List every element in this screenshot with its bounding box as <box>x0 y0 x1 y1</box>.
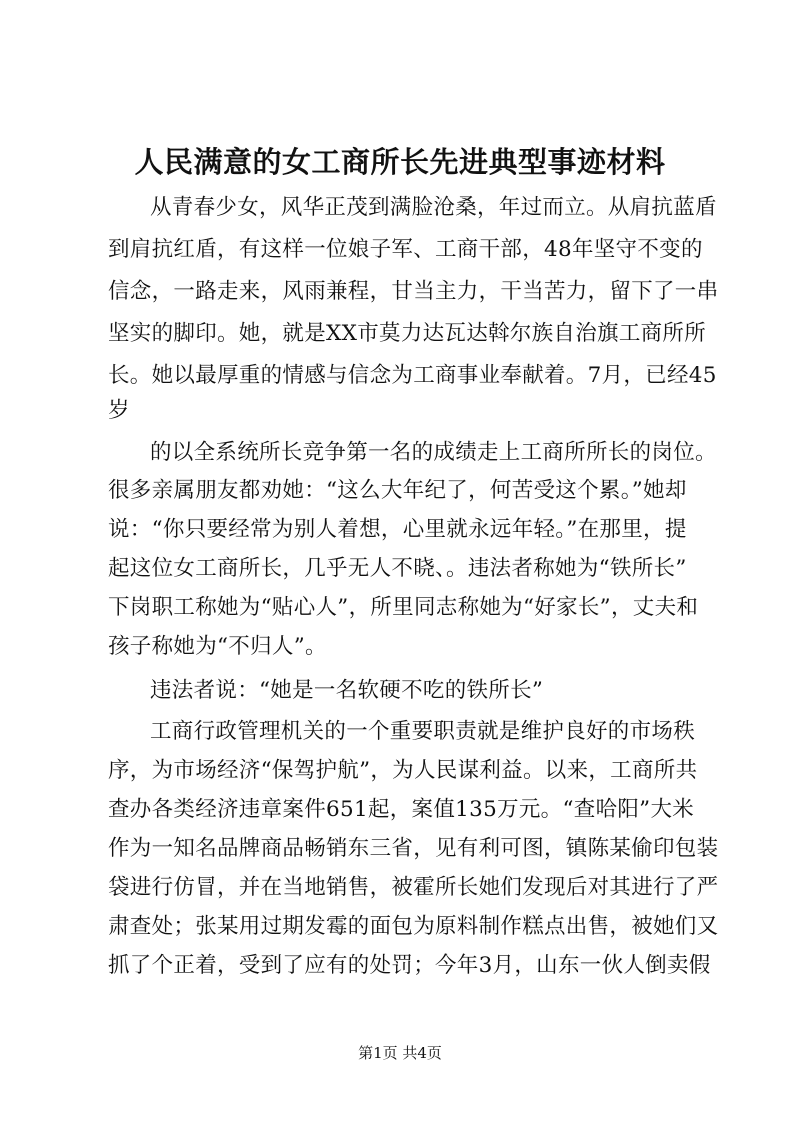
paragraph-line: 作为一知名品牌商品畅销东三省，见有利可图，镇陈某偷印包装 <box>108 836 719 861</box>
paragraph-line: 工商行政管理机关的一个重要职责就是维护良好的市场秩 <box>150 719 696 744</box>
paragraph-line: 很多亲属朋友都劝她：“这么大年纪了，何苦受这个累。”她却 <box>108 478 687 503</box>
paragraph-line: 从青春少女，风华正茂到满脸沧桑，年过而立。从肩抗蓝盾 <box>150 195 717 220</box>
paragraph-line: 岁 <box>108 398 130 423</box>
paragraph-line: 查办各类经济违章案件651起，案值135万元。“查哈阳”大米 <box>108 797 695 822</box>
paragraph-line: 抓了个正着，受到了应有的处罚；今年3月，山东一伙人倒卖假 <box>108 953 711 978</box>
page-footer: 第1页 共4页 <box>358 1044 442 1062</box>
paragraph-line: 下岗职工称她为“贴心人”，所里同志称她为“好家长”，丈夫和 <box>108 595 699 620</box>
paragraph-line: 坚实的脚印。她，就是XX市莫力达瓦达斡尔族自治旗工商所所 <box>108 321 707 346</box>
paragraph-line: 孩子称她为“不归人”。 <box>108 634 327 659</box>
section-heading: 违法者说：“她是一名软硬不吃的铁所长” <box>150 678 544 703</box>
paragraph-line: 袋进行仿冒，并在当地销售，被霍所长她们发现后对其进行了严 <box>108 875 719 900</box>
paragraph-line: 序，为市场经济“保驾护航”，为人民谋利益。以来，工商所共 <box>108 758 698 783</box>
paragraph-line: 信念，一路走来，风雨兼程，甘当主力，干当苦力，留下了一串 <box>108 279 719 304</box>
paragraph-line: 说：“你只要经常为别人着想，心里就永远年轻。”在那里，提 <box>108 517 687 542</box>
paragraph-line: 的以全系统所长竞争第一名的成绩走上工商所所长的岗位。 <box>150 440 717 465</box>
paragraph-line: 起这位女工商所长，几乎无人不晓、。违法者称她为“铁所长” <box>108 556 687 581</box>
paragraph-line: 肃查处；张某用过期发霉的面包为原料制作糕点出售，被她们又 <box>108 914 719 939</box>
paragraph-line: 长。她以最厚重的情感与信念为工商事业奉献着。7月，已经45 <box>108 363 717 388</box>
paragraph-line: 到肩抗红盾，有这样一位娘子军、工商干部，48年坚守不变的 <box>108 237 703 262</box>
document-title: 人民满意的女工商所长先进典型事迹材料 <box>134 145 666 179</box>
